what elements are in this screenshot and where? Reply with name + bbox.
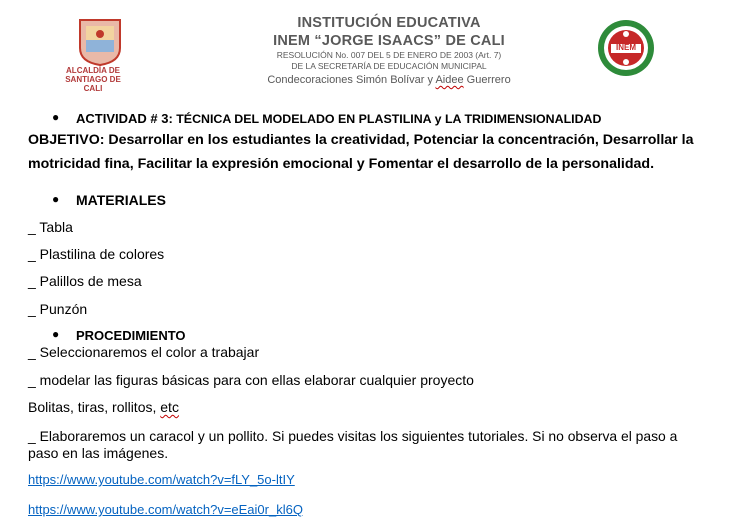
material-item: _ Palillos de mesa xyxy=(28,273,142,289)
objetivo-line2: motricidad fina, Facilitar la expresión emocional y Fomentar el desarrollo de la personalidad. xyxy=(28,156,655,172)
alcaldia-logo xyxy=(78,18,122,66)
procedimiento-step: _ Elaboraremos un caracol y un pollito. Si puedes visitas los siguientes tutoriales. Si no observa el paso a xyxy=(28,428,678,444)
alcaldia-shield-icon xyxy=(78,18,122,66)
procedimiento-step: _ modelar las figuras básicas para con ellas elaborar cualquier proyecto xyxy=(28,372,474,388)
cond-pre: Condecoraciones Simón Bolívar y xyxy=(267,74,436,86)
procedimiento-step-cont: paso en las imágenes. xyxy=(28,445,169,461)
cond-post: Guerrero xyxy=(463,74,511,86)
alcaldia-line1: ALCALDÍA DE xyxy=(66,66,120,75)
objetivo-line1: OBJETIVO: Desarrollar en los estudiantes la creatividad, Potenciar la concentración, Desarrollar la xyxy=(28,132,694,148)
inem-logo xyxy=(597,19,655,77)
youtube-link[interactable]: https://www.youtube.com/watch?v=eEai0r_kl6Q xyxy=(28,502,303,517)
alcaldia-text xyxy=(58,66,128,93)
youtube-link[interactable]: https://www.youtube.com/watch?v=fLY_5o-ltIY xyxy=(28,472,295,487)
actividad-label: ACTIVIDAD # 3: xyxy=(76,111,173,126)
condecoraciones-text xyxy=(220,73,558,87)
material-item: _ Plastilina de colores xyxy=(28,246,165,262)
cond-aidee: Aidee xyxy=(435,74,464,86)
resolucion-text: RESOLUCIÓN No. 007 DEL 5 DE ENERO DE 2003 (Art. 7) xyxy=(276,50,502,60)
institution-subname: INEM “JORGE ISAACS” DE CALI xyxy=(273,33,505,49)
material-item: _ Punzón xyxy=(28,301,88,317)
bullet-icon: ● xyxy=(52,192,60,206)
procedimiento-step: _ Seleccionaremos el color a trabajar xyxy=(28,344,260,360)
alcaldia-line2: SANTIAGO DE CALI xyxy=(65,75,121,93)
material-item: _ Tabla xyxy=(28,219,73,235)
actividad-title: TÉCNICA DEL MODELADO EN PLASTILINA y LA TRIDIMENSIONALIDAD xyxy=(172,112,602,126)
procedimiento-step xyxy=(28,399,179,415)
procedimiento-heading: PROCEDIMIENTO xyxy=(76,328,186,343)
step3-text: Bolitas, tiras, rollitos, xyxy=(28,399,161,415)
institution-name: INSTITUCIÓN EDUCATIVA xyxy=(297,15,481,31)
step3-etc: etc xyxy=(160,399,179,415)
institution-header xyxy=(220,14,558,87)
secretaria-text: DE LA SECRETARÍA DE EDUCACIÓN MUNICIPAL xyxy=(291,61,487,71)
inem-logo-text: INEM xyxy=(616,43,636,52)
bullet-icon: ● xyxy=(52,110,60,124)
bullet-icon: ● xyxy=(52,327,60,341)
actividad-line xyxy=(76,111,601,127)
materiales-heading: MATERIALES xyxy=(76,192,166,208)
